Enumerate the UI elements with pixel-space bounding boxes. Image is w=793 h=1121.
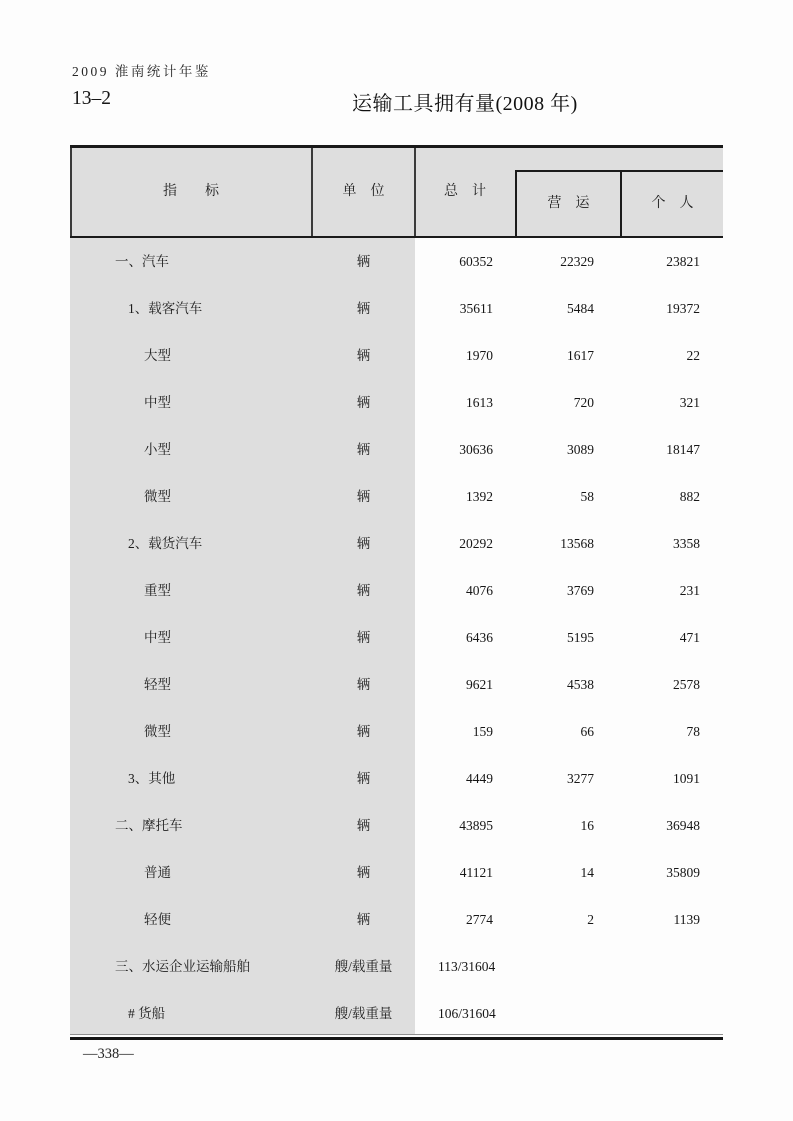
- row-unit: 辆: [356, 912, 371, 927]
- row-indicator: 1、载客汽车: [128, 301, 203, 316]
- row-total: 4449: [466, 771, 493, 786]
- row-indicator: 轻便: [144, 912, 171, 927]
- row-indicator: 3、其他: [128, 771, 176, 786]
- row-total: 106/31604: [438, 1006, 496, 1021]
- table-row: [70, 473, 723, 520]
- row-total: 159: [472, 724, 493, 739]
- row-commercial: 2: [587, 912, 594, 927]
- row-total: 30636: [459, 442, 493, 457]
- row-total: 9621: [466, 677, 493, 692]
- row-indicator: 中型: [144, 630, 171, 645]
- table-row: [70, 520, 723, 567]
- col-header-commercial: 营 运: [517, 172, 622, 236]
- page-number: —338—: [83, 1046, 134, 1062]
- row-total: 43895: [459, 818, 493, 833]
- col-header-indicator: 指 标: [163, 184, 219, 199]
- row-total: 35611: [459, 301, 493, 316]
- row-indicator: 小型: [144, 442, 171, 457]
- table-header: [70, 145, 723, 238]
- row-unit: 辆: [356, 301, 371, 316]
- row-unit: 辆: [356, 536, 371, 551]
- row-total: 1970: [466, 348, 493, 363]
- row-commercial: 720: [573, 395, 594, 410]
- row-unit: 辆: [356, 348, 371, 363]
- row-total: 41121: [459, 865, 493, 880]
- row-indicator: 重型: [144, 583, 171, 598]
- row-personal: 882: [679, 489, 700, 504]
- row-unit: 辆: [356, 771, 371, 786]
- row-indicator: 三、水运企业运输船舶: [115, 959, 250, 974]
- row-personal: 471: [679, 630, 700, 645]
- row-unit: 辆: [356, 818, 371, 833]
- row-unit: 辆: [356, 489, 371, 504]
- row-indicator: 中型: [144, 395, 171, 410]
- row-total: 60352: [459, 254, 493, 269]
- row-total: 113/31604: [438, 959, 496, 974]
- table-row: [70, 849, 723, 896]
- stats-table: [70, 145, 723, 1040]
- table-row: [70, 943, 723, 990]
- table-row: [70, 802, 723, 849]
- table-row: [70, 755, 723, 802]
- row-personal: 2578: [673, 677, 700, 692]
- row-unit: 辆: [356, 677, 371, 692]
- row-commercial: 58: [580, 489, 594, 504]
- row-total: 1392: [466, 489, 493, 504]
- table-row: [70, 332, 723, 379]
- yearbook-title: 2009 淮南统计年鉴: [72, 64, 211, 79]
- row-total: 4076: [466, 583, 493, 598]
- row-personal: 22: [686, 348, 700, 363]
- row-commercial: 14: [580, 865, 594, 880]
- col-header-unit: 单 位: [342, 184, 385, 199]
- table-row: [70, 708, 723, 755]
- sub-header-box: [515, 170, 723, 236]
- row-commercial: 66: [580, 724, 594, 739]
- row-personal: 19372: [666, 301, 700, 316]
- row-commercial: 1617: [567, 348, 594, 363]
- row-personal: 3358: [673, 536, 700, 551]
- row-personal: 35809: [666, 865, 700, 880]
- table-row: [70, 285, 723, 332]
- row-indicator: 微型: [144, 489, 171, 504]
- page-title: 运输工具拥有量(2008 年): [352, 93, 578, 115]
- row-commercial: 5484: [567, 301, 594, 316]
- row-indicator: 微型: [144, 724, 171, 739]
- table-body: [70, 238, 723, 1040]
- row-unit: 辆: [356, 724, 371, 739]
- row-commercial: 13568: [560, 536, 594, 551]
- row-unit: 辆: [356, 630, 371, 645]
- row-unit: 辆: [356, 583, 371, 598]
- col-header-personal: 个 人: [651, 196, 694, 211]
- row-commercial: 5195: [567, 630, 594, 645]
- table-row: [70, 661, 723, 708]
- table-row: [70, 426, 723, 473]
- row-personal: 1139: [673, 912, 700, 927]
- row-total: 6436: [466, 630, 493, 645]
- row-commercial: 22329: [560, 254, 594, 269]
- row-commercial: 4538: [567, 677, 594, 692]
- row-personal: 231: [679, 583, 700, 598]
- row-unit: 辆: [356, 254, 371, 269]
- table-row: [70, 896, 723, 943]
- table-row: [70, 614, 723, 661]
- row-unit: 艘/载重量: [334, 1006, 393, 1021]
- row-personal: 23821: [666, 254, 700, 269]
- row-total: 2774: [466, 912, 493, 927]
- row-commercial: 3089: [567, 442, 594, 457]
- row-indicator: # 货船: [128, 1006, 166, 1021]
- table-row: [70, 379, 723, 426]
- table-number: 13–2: [72, 88, 111, 109]
- col-header-total: 总 计: [444, 184, 486, 199]
- row-personal: 1091: [673, 771, 700, 786]
- row-total: 20292: [459, 536, 493, 551]
- row-indicator: 二、摩托车: [115, 818, 183, 833]
- row-indicator: 普通: [144, 865, 171, 880]
- row-unit: 辆: [356, 395, 371, 410]
- table-bottom-rule: [70, 1034, 723, 1040]
- table-row: [70, 990, 723, 1037]
- row-indicator: 轻型: [144, 677, 171, 692]
- row-commercial: 3769: [567, 583, 594, 598]
- row-personal: 18147: [666, 442, 700, 457]
- row-commercial: 16: [580, 818, 594, 833]
- row-personal: 78: [686, 724, 700, 739]
- row-personal: 321: [679, 395, 700, 410]
- table-row: [70, 238, 723, 285]
- row-total: 1613: [466, 395, 493, 410]
- table-row: [70, 567, 723, 614]
- row-indicator: 大型: [144, 348, 171, 363]
- row-unit: 艘/载重量: [334, 959, 393, 974]
- row-indicator: 2、载货汽车: [128, 536, 203, 551]
- row-commercial: 3277: [567, 771, 594, 786]
- row-personal: 36948: [666, 818, 700, 833]
- row-unit: 辆: [356, 442, 371, 457]
- row-indicator: 一、汽车: [115, 254, 169, 269]
- row-unit: 辆: [356, 865, 371, 880]
